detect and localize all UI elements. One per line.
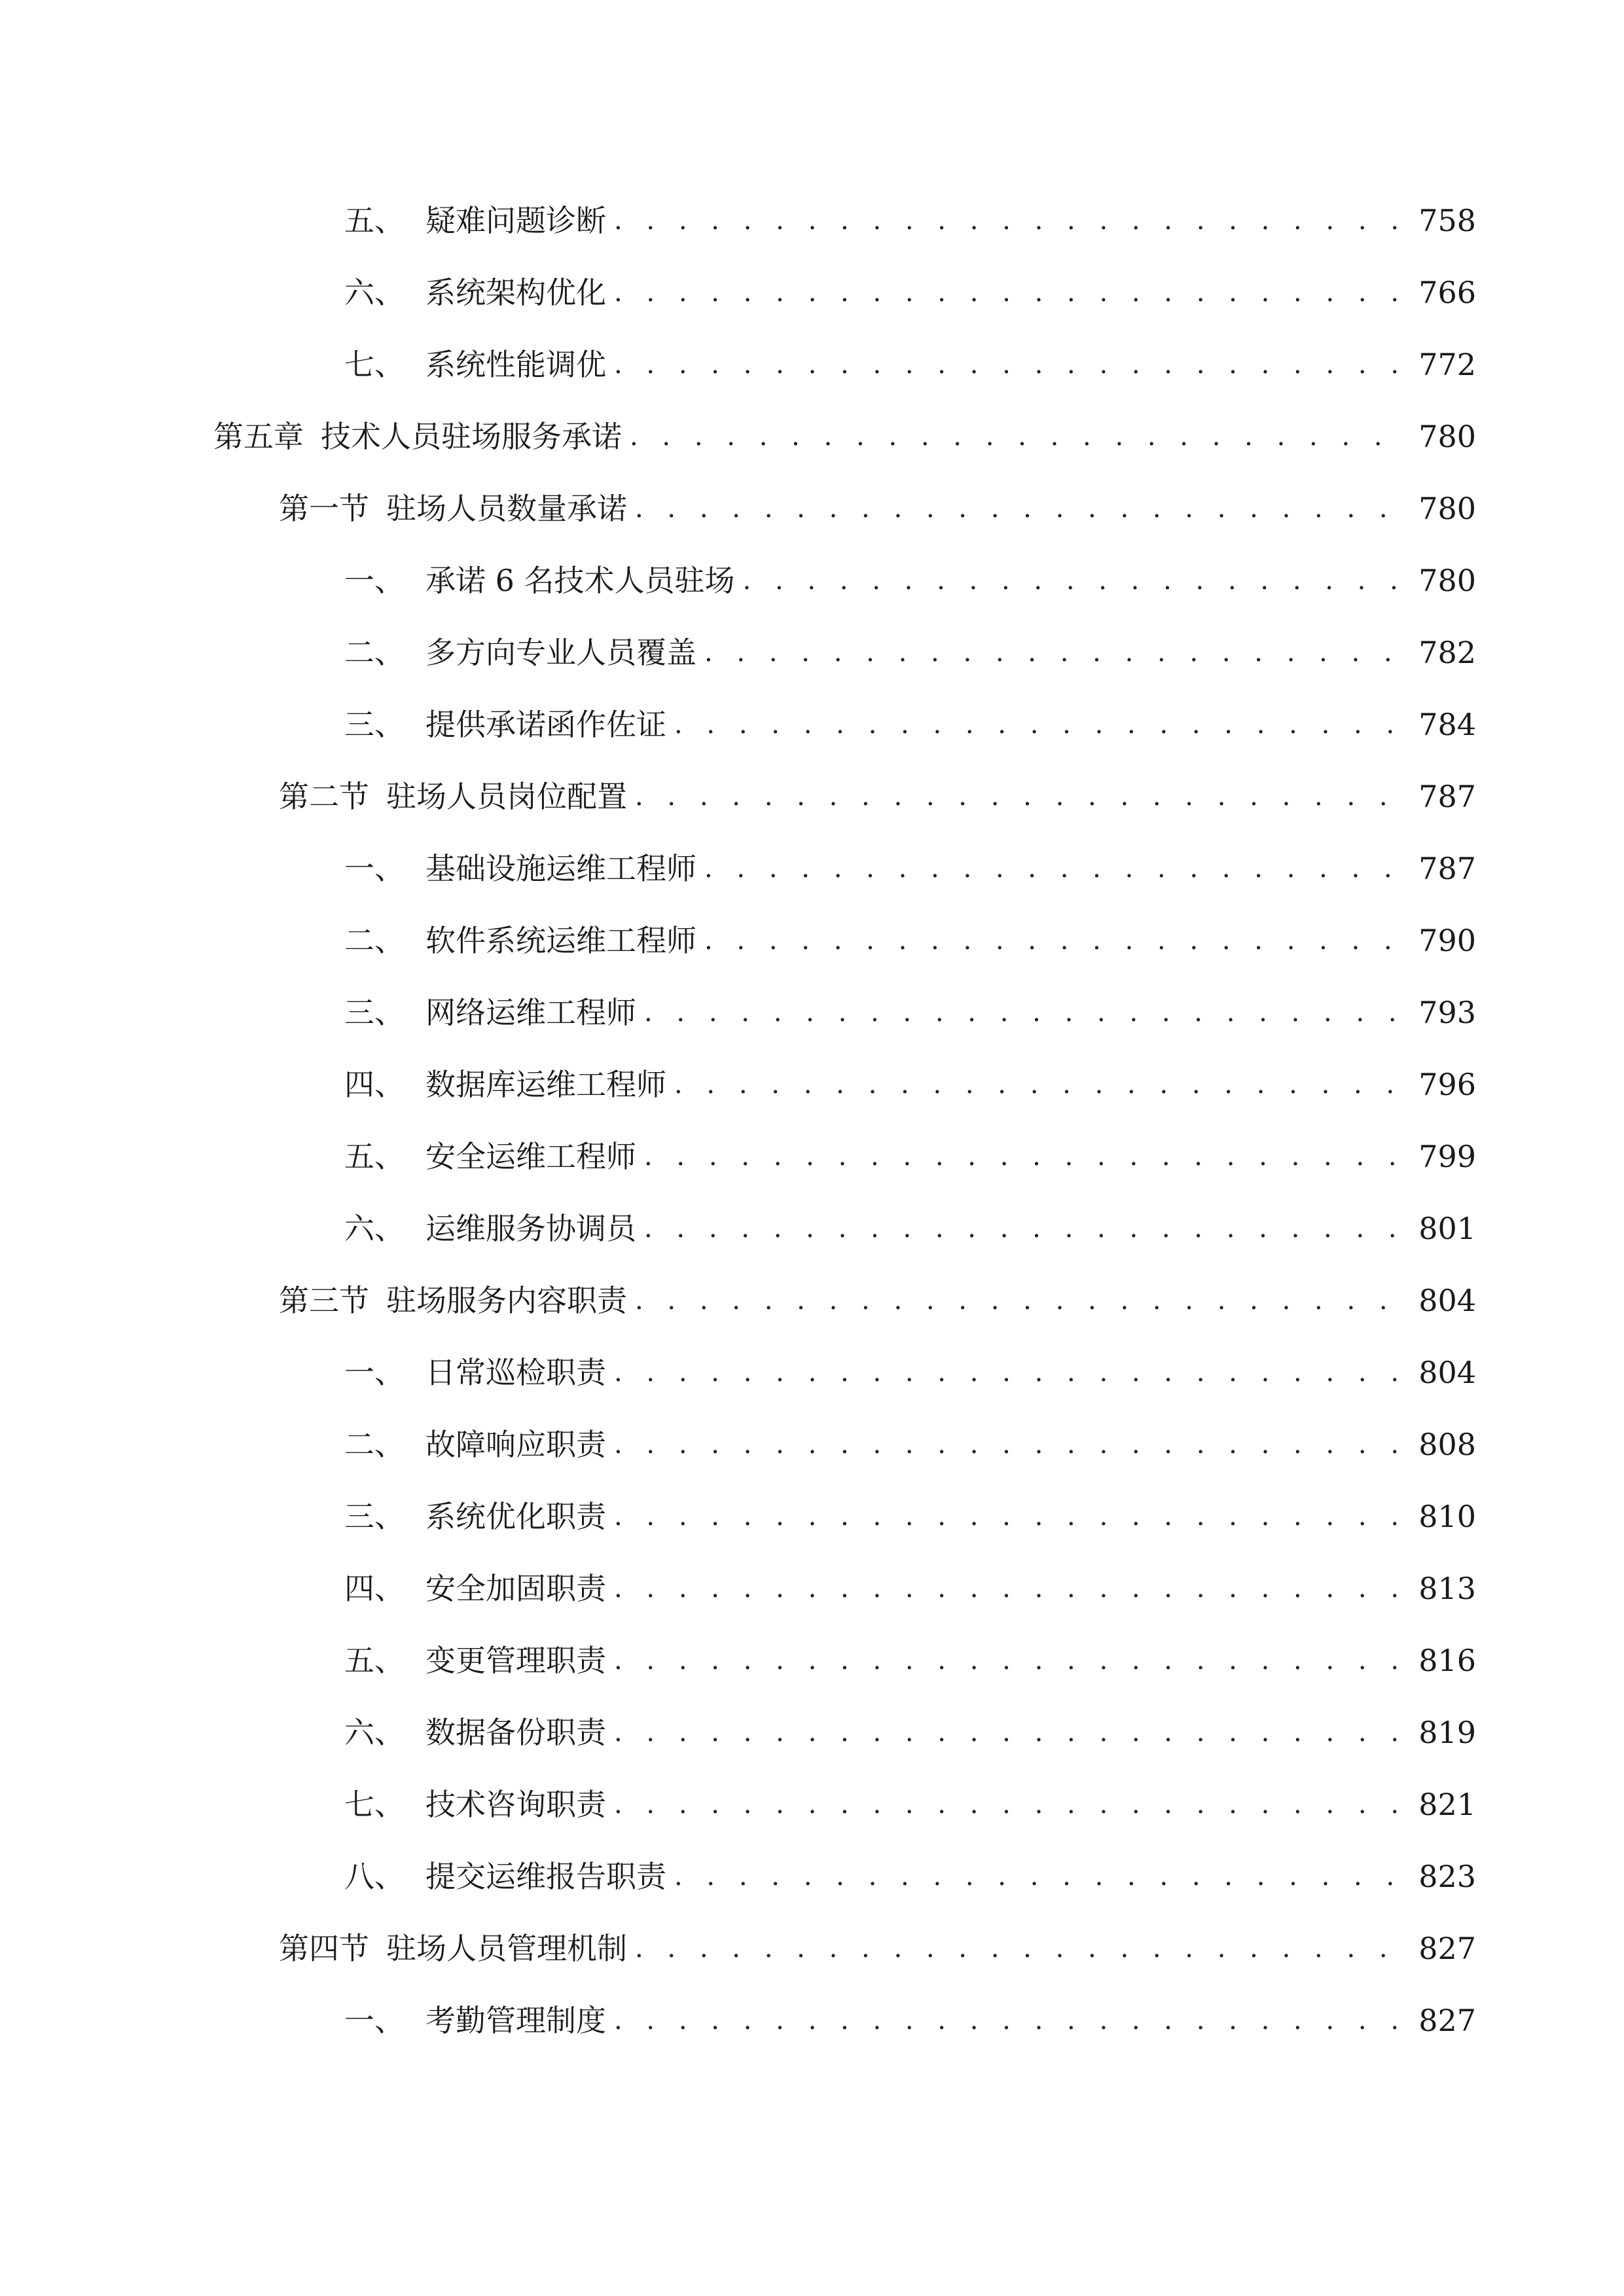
toc-entry-number: 第一节 [279, 491, 369, 526]
dot-leader [704, 925, 1407, 956]
toc-section-entry[interactable] [0, 1265, 1624, 1336]
toc-entry-number: 五、 [344, 1139, 405, 1174]
toc-entry-page: 819 [1418, 1715, 1476, 1750]
dot-leader [614, 1645, 1407, 1676]
toc-entry-page: 790 [1418, 923, 1476, 958]
toc-entry-page: 780 [1418, 563, 1476, 598]
toc-entry-page: 780 [1418, 491, 1476, 526]
toc-entry-number: 四、 [344, 1067, 405, 1102]
toc-entry-title: 驻场人员管理机制 [386, 1931, 627, 1966]
toc-entry-title: 基础设施运维工程师 [425, 851, 696, 886]
toc-entry-title: 承诺 6 名技术人员驻场 [425, 563, 735, 598]
dot-leader [614, 1573, 1407, 1604]
toc-entry[interactable] [0, 1193, 1624, 1265]
toc-entry[interactable] [0, 257, 1624, 329]
dot-leader [674, 709, 1407, 740]
dot-leader [614, 1717, 1407, 1748]
toc-entry-number: 五、 [344, 1643, 405, 1678]
toc-entry-title: 日常巡检职责 [425, 1355, 606, 1390]
toc-entry[interactable] [0, 905, 1624, 977]
dot-leader [614, 1501, 1407, 1532]
toc-entry-number: 二、 [344, 1427, 405, 1462]
dot-leader [635, 1285, 1407, 1316]
toc-entry-page: 827 [1418, 2003, 1476, 2038]
toc-entry-number: 第五章 [213, 419, 304, 454]
toc-entry[interactable] [0, 1121, 1624, 1193]
toc-entry-title: 数据备份职责 [425, 1715, 606, 1750]
toc-entry[interactable] [0, 329, 1624, 401]
dot-leader [704, 637, 1407, 668]
toc-entry-title: 安全运维工程师 [425, 1139, 636, 1174]
toc-entry-page: 793 [1418, 995, 1476, 1030]
toc-entry-title: 故障响应职责 [425, 1427, 606, 1462]
toc-entry-number: 六、 [344, 1715, 405, 1750]
toc-entry-title: 数据库运维工程师 [425, 1067, 666, 1102]
toc-entry-page: 787 [1418, 779, 1476, 814]
dot-leader [614, 206, 1407, 236]
toc-entry-title: 考勤管理制度 [425, 2003, 606, 2038]
toc-entry[interactable] [0, 1984, 1624, 2056]
dot-leader [644, 1141, 1407, 1172]
toc-entry-number: 八、 [344, 1859, 405, 1894]
toc-entry-title: 技术人员驻场服务承诺 [321, 419, 622, 454]
dot-leader [614, 1789, 1407, 1820]
dot-leader [635, 1933, 1407, 1964]
toc-entry[interactable] [0, 1336, 1624, 1408]
toc-entry-title: 安全加固职责 [425, 1571, 606, 1606]
toc-entry-page: 787 [1418, 851, 1476, 886]
toc-entry-title: 驻场人员岗位配置 [386, 779, 627, 814]
toc-entry-page: 796 [1418, 1067, 1476, 1102]
dot-leader [635, 781, 1407, 812]
toc-entry-page: 780 [1418, 419, 1476, 454]
dot-leader [674, 1069, 1407, 1100]
toc-entry-page: 801 [1418, 1211, 1476, 1246]
toc-entry-title: 系统架构优化 [425, 275, 606, 310]
toc-entry-title: 提交运维报告职责 [425, 1859, 666, 1894]
toc-entry-title: 提供承诺函作佐证 [425, 707, 666, 742]
toc-entry-title: 疑难问题诊断 [425, 203, 606, 238]
dot-leader [614, 1429, 1407, 1460]
toc-entry[interactable] [0, 1768, 1624, 1840]
toc-entry-title: 网络运维工程师 [425, 995, 636, 1030]
toc-entry-title: 驻场服务内容职责 [386, 1283, 627, 1318]
dot-leader [674, 1861, 1407, 1892]
toc-entry-title: 多方向专业人员覆盖 [425, 635, 696, 670]
toc-entry-page: 823 [1418, 1859, 1476, 1894]
dot-leader [614, 2005, 1407, 2036]
toc-entry-number: 七、 [344, 347, 405, 382]
toc-entry[interactable] [0, 545, 1624, 617]
dot-leader [614, 278, 1407, 308]
toc-entry-number: 一、 [344, 2003, 405, 2038]
toc-entry-page: 816 [1418, 1643, 1476, 1678]
toc-entry-page: 784 [1418, 707, 1476, 742]
toc-entry[interactable] [0, 689, 1624, 761]
toc-entry[interactable] [0, 977, 1624, 1049]
toc-entry-page: 766 [1418, 275, 1476, 310]
toc-entry[interactable] [0, 1480, 1624, 1552]
table-of-contents [0, 185, 1624, 2056]
toc-entry-number: 第三节 [279, 1283, 369, 1318]
toc-entry[interactable] [0, 617, 1624, 689]
toc-entry-number: 第二节 [279, 779, 369, 814]
toc-entry-title: 技术咨询职责 [425, 1787, 606, 1822]
dot-leader [644, 1213, 1407, 1244]
toc-entry-page: 804 [1418, 1355, 1476, 1390]
toc-entry[interactable] [0, 1049, 1624, 1121]
toc-entry-number: 四、 [344, 1571, 405, 1606]
toc-entry-page: 782 [1418, 635, 1476, 670]
toc-entry-page: 808 [1418, 1427, 1476, 1462]
toc-entry[interactable] [0, 1840, 1624, 1912]
toc-entry-number: 六、 [344, 1211, 405, 1246]
toc-entry-page: 827 [1418, 1931, 1476, 1966]
toc-entry-number: 七、 [344, 1787, 405, 1822]
toc-section-entry[interactable] [0, 1912, 1624, 1984]
toc-entry-title: 驻场人员数量承诺 [386, 491, 627, 526]
toc-entry-number: 六、 [344, 275, 405, 310]
toc-entry-page: 821 [1418, 1787, 1476, 1822]
dot-leader [743, 565, 1407, 596]
toc-entry-number: 第四节 [279, 1931, 369, 1966]
dot-leader [704, 853, 1407, 884]
toc-entry-page: 810 [1418, 1499, 1476, 1534]
toc-entry-page: 804 [1418, 1283, 1476, 1318]
dot-leader [614, 1357, 1407, 1388]
toc-entry[interactable] [0, 1408, 1624, 1480]
toc-entry-page: 758 [1418, 203, 1476, 238]
toc-section-entry[interactable] [0, 761, 1624, 833]
toc-entry-number: 一、 [344, 1355, 405, 1390]
toc-entry-number: 三、 [344, 707, 405, 742]
dot-leader [635, 493, 1407, 524]
toc-entry-title: 系统优化职责 [425, 1499, 606, 1534]
dot-leader [644, 997, 1407, 1028]
toc-entry-title: 软件系统运维工程师 [425, 923, 696, 958]
toc-entry-number: 一、 [344, 851, 405, 886]
toc-entry-title: 变更管理职责 [425, 1643, 606, 1678]
toc-entry-page: 813 [1418, 1571, 1476, 1606]
toc-section-entry[interactable] [0, 473, 1624, 545]
toc-entry-number: 二、 [344, 923, 405, 958]
toc-entry-title: 系统性能调优 [425, 347, 606, 382]
toc-entry[interactable] [0, 185, 1624, 257]
toc-entry-number: 一、 [344, 563, 405, 598]
toc-chapter-entry[interactable] [0, 401, 1624, 473]
toc-entry[interactable] [0, 1624, 1624, 1696]
toc-entry-page: 799 [1418, 1139, 1476, 1174]
toc-entry[interactable] [0, 1552, 1624, 1624]
toc-entry-number: 三、 [344, 995, 405, 1030]
toc-entry[interactable] [0, 1696, 1624, 1768]
toc-entry-title: 运维服务协调员 [425, 1211, 636, 1246]
toc-entry-number: 五、 [344, 203, 405, 238]
toc-entry-page: 772 [1418, 347, 1476, 382]
toc-entry-number: 二、 [344, 635, 405, 670]
toc-entry-number: 三、 [344, 1499, 405, 1534]
toc-entry[interactable] [0, 833, 1624, 905]
dot-leader [614, 350, 1407, 380]
dot-leader [630, 422, 1407, 452]
